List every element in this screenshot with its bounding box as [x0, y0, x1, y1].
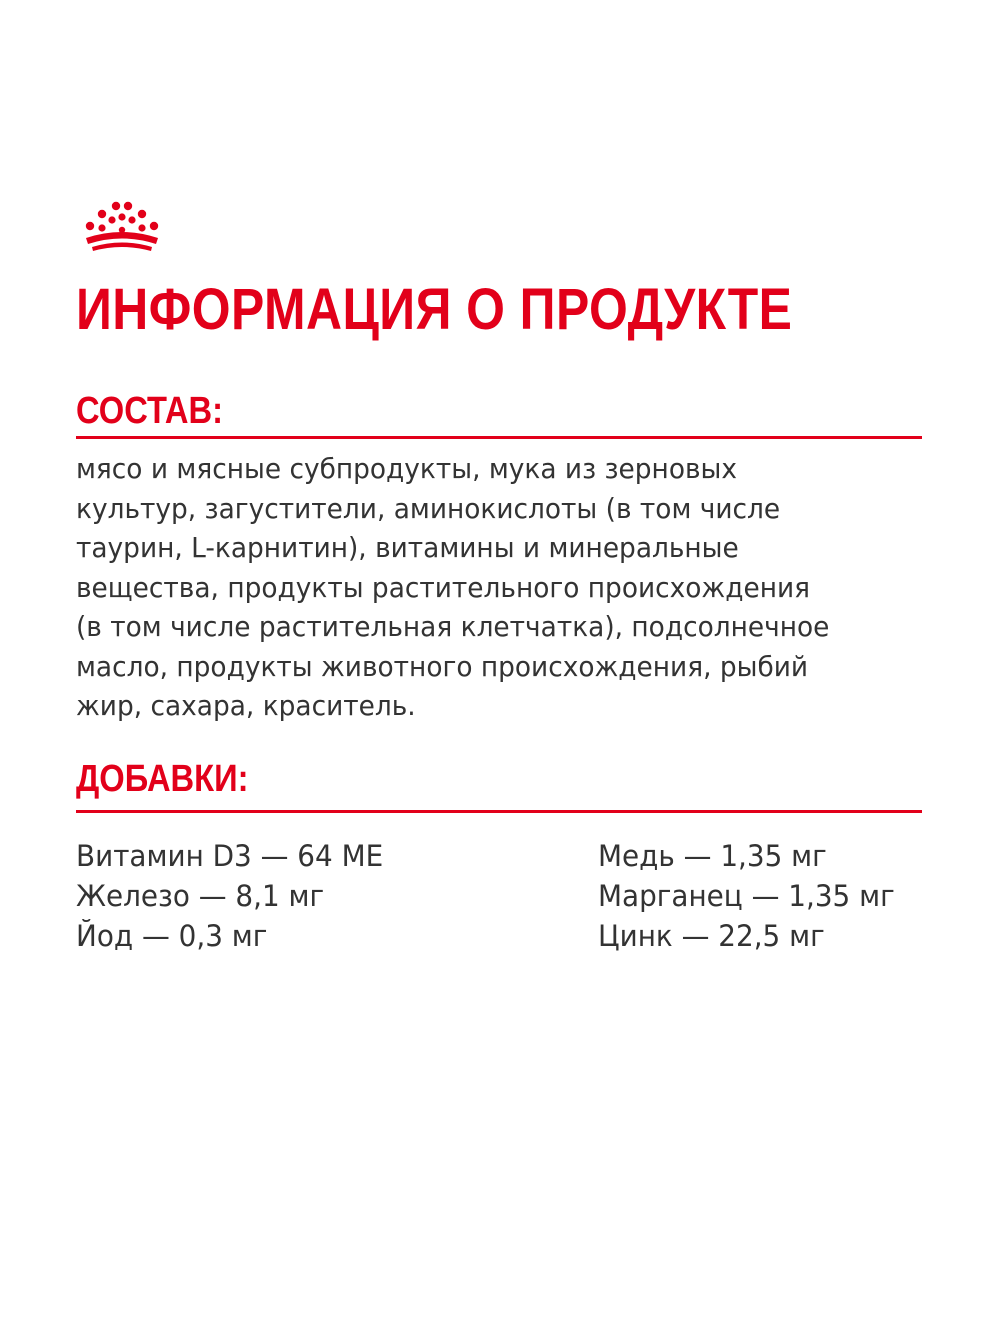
- composition-line: вещества, продукты растительного происхождения: [76, 571, 810, 604]
- page-title: ИНФОРМАЦИЯ О ПРОДУКТЕ: [76, 277, 793, 342]
- additives-left-column: [76, 836, 396, 956]
- composition-line: масло, продукты животного происхождения, рыбий: [76, 650, 809, 683]
- additives-right-column: [598, 836, 907, 956]
- additives-list: [76, 836, 936, 966]
- composition-divider: [76, 436, 922, 439]
- composition-line: культур, загустители, аминокислоты (в том числе: [76, 492, 781, 525]
- royal-crown-icon: [80, 200, 164, 256]
- composition-line: жир, сахара, краситель.: [76, 690, 416, 722]
- composition-heading: СОСТАВ:: [76, 390, 223, 432]
- additive-item: Марганец — 1,35 мг: [598, 879, 895, 913]
- composition-line: мясо и мясные субпродукты, мука из зерновых: [76, 453, 738, 485]
- additive-item: Медь — 1,35 мг: [598, 839, 827, 873]
- composition-line: (в том числе растительная клетчатка), подсолнечное: [76, 611, 830, 643]
- additives-heading: ДОБАВКИ:: [76, 758, 249, 800]
- additive-item: Железо — 8,1 мг: [76, 879, 325, 913]
- composition-text: [76, 450, 888, 727]
- additives-divider: [76, 810, 922, 813]
- composition-line: таурин, L-карнитин), витамины и минеральные: [76, 532, 739, 564]
- additive-item: Цинк — 22,5 мг: [598, 919, 825, 953]
- additive-item: Йод — 0,3 мг: [76, 919, 268, 953]
- additive-item: Витамин D3 — 64 МЕ: [76, 839, 384, 873]
